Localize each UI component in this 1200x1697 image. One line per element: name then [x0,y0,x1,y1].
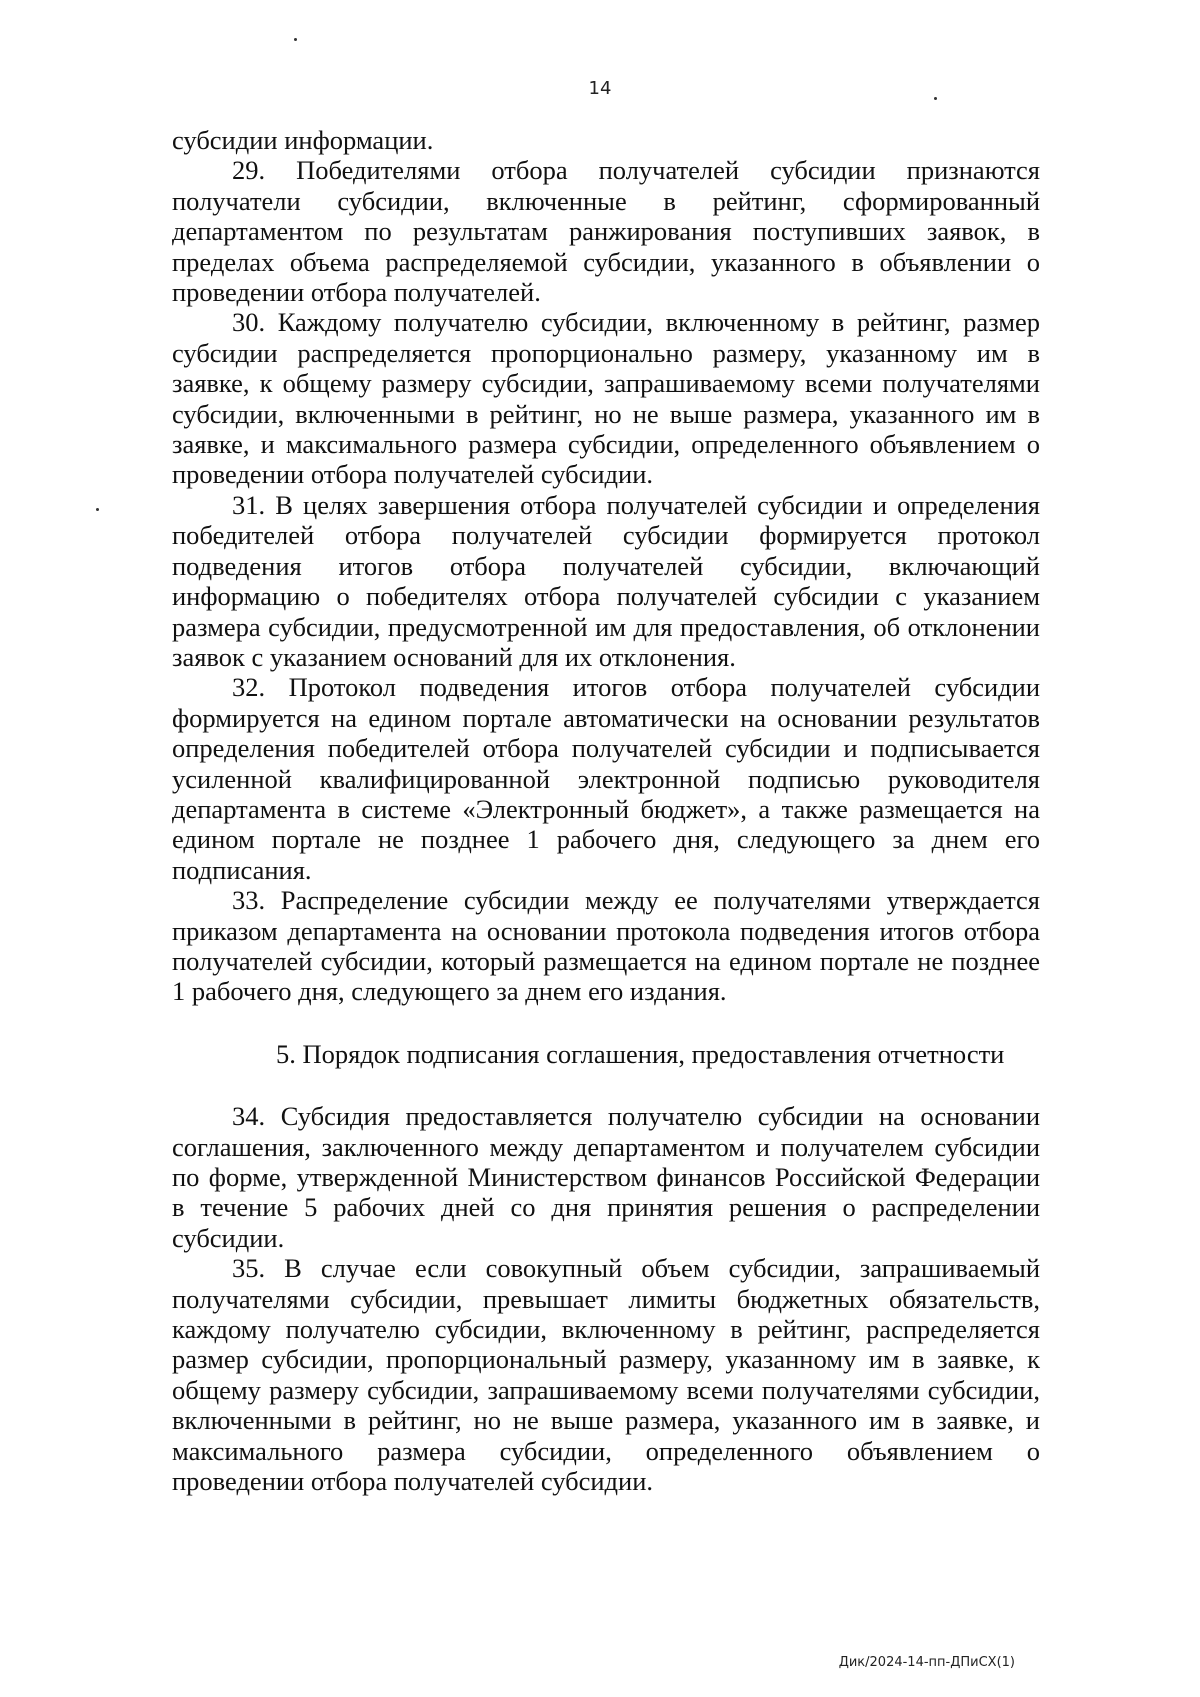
paragraph-29: 29. Победителями отбора получателей субсидии признаются получатели субсидии, включенные в рейтинг, сформированный департаментом по результатам ранжирования поступивших заявок, в пределах объема распределяемой субсидии, указанного в объявлении о проведении отбора получателей. [172,155,1040,308]
scan-speck [96,508,99,511]
page-number: 14 [588,78,612,99]
paragraph-35: 35. В случае если совокупный объем субсидии, запрашиваемый получателями субсидии, превышает лимиты бюджетных обязательств, каждому получателю субсидии, включенному в рейтинг, распределяется размер субсидии, пропорциональный размеру, указанному им в заявке, к общему размеру субсидии, запрашиваемому всеми получателями субсидии, включенными в рейтинг, но не выше размера, указанного им в заявке, и максимального размера субсидии, определенного объявлением о проведении отбора получателей субсидии. [172,1253,1040,1497]
paragraph-continuation: субсидии информации. [172,125,434,155]
paragraph-32: 32. Протокол подведения итогов отбора получателей субсидии формируется на едином портале автоматически на основании результатов определения победителей отбора получателей субсидии и подписывается усиленной квалифицированной электронной подписью руководителя департамента в системе «Электронный бюджет», а также размещается на едином портале не позднее 1 рабочего дня, следующего за днем его подписания. [172,672,1040,885]
document-code: Дик/2024-14-пп-ДПиСХ(1) [838,1655,1015,1670]
section-heading: 5. Порядок подписания соглашения, предоставления отчетности [276,1038,1005,1069]
paragraph-30: 30. Каждому получателю субсидии, включенному в рейтинг, размер субсидии распределяется пропорционально размеру, указанному им в заявке, к общему размеру субсидии, запрашиваемому всеми получателями субсидии, включенными в рейтинг, но не выше размера, указанного им в заявке, и максимального размера субсидии, определенного объявлением о проведении отбора получателей субсидии. [172,307,1040,490]
scan-speck [294,38,297,41]
paragraph-33: 33. Распределение субсидии между ее получателями утверждается приказом департамента на основании протокола подведения итогов отбора получателей субсидии, который размещается на едином портале не позднее 1 рабочего дня, следующего за днем его издания. [172,885,1040,1007]
paragraph-34: 34. Субсидия предоставляется получателю субсидии на основании соглашения, заключенного между департаментом и получателем субсидии по форме, утвержденной Министерством финансов Российской Федерации в течение 5 рабочих дней со дня принятия решения о распределении субсидии. [172,1101,1040,1253]
document-body [172,125,1040,1496]
paragraph-31: 31. В целях завершения отбора получателей субсидии и определения победителей отбора получателей субсидии формируется протокол подведения итогов отбора получателей субсидии, включающий информацию о победителях отбора получателей субсидии с указанием размера субсидии, предусмотренной им для предоставления, об отклонении заявок с указанием оснований для их отклонения. [172,489,1040,672]
